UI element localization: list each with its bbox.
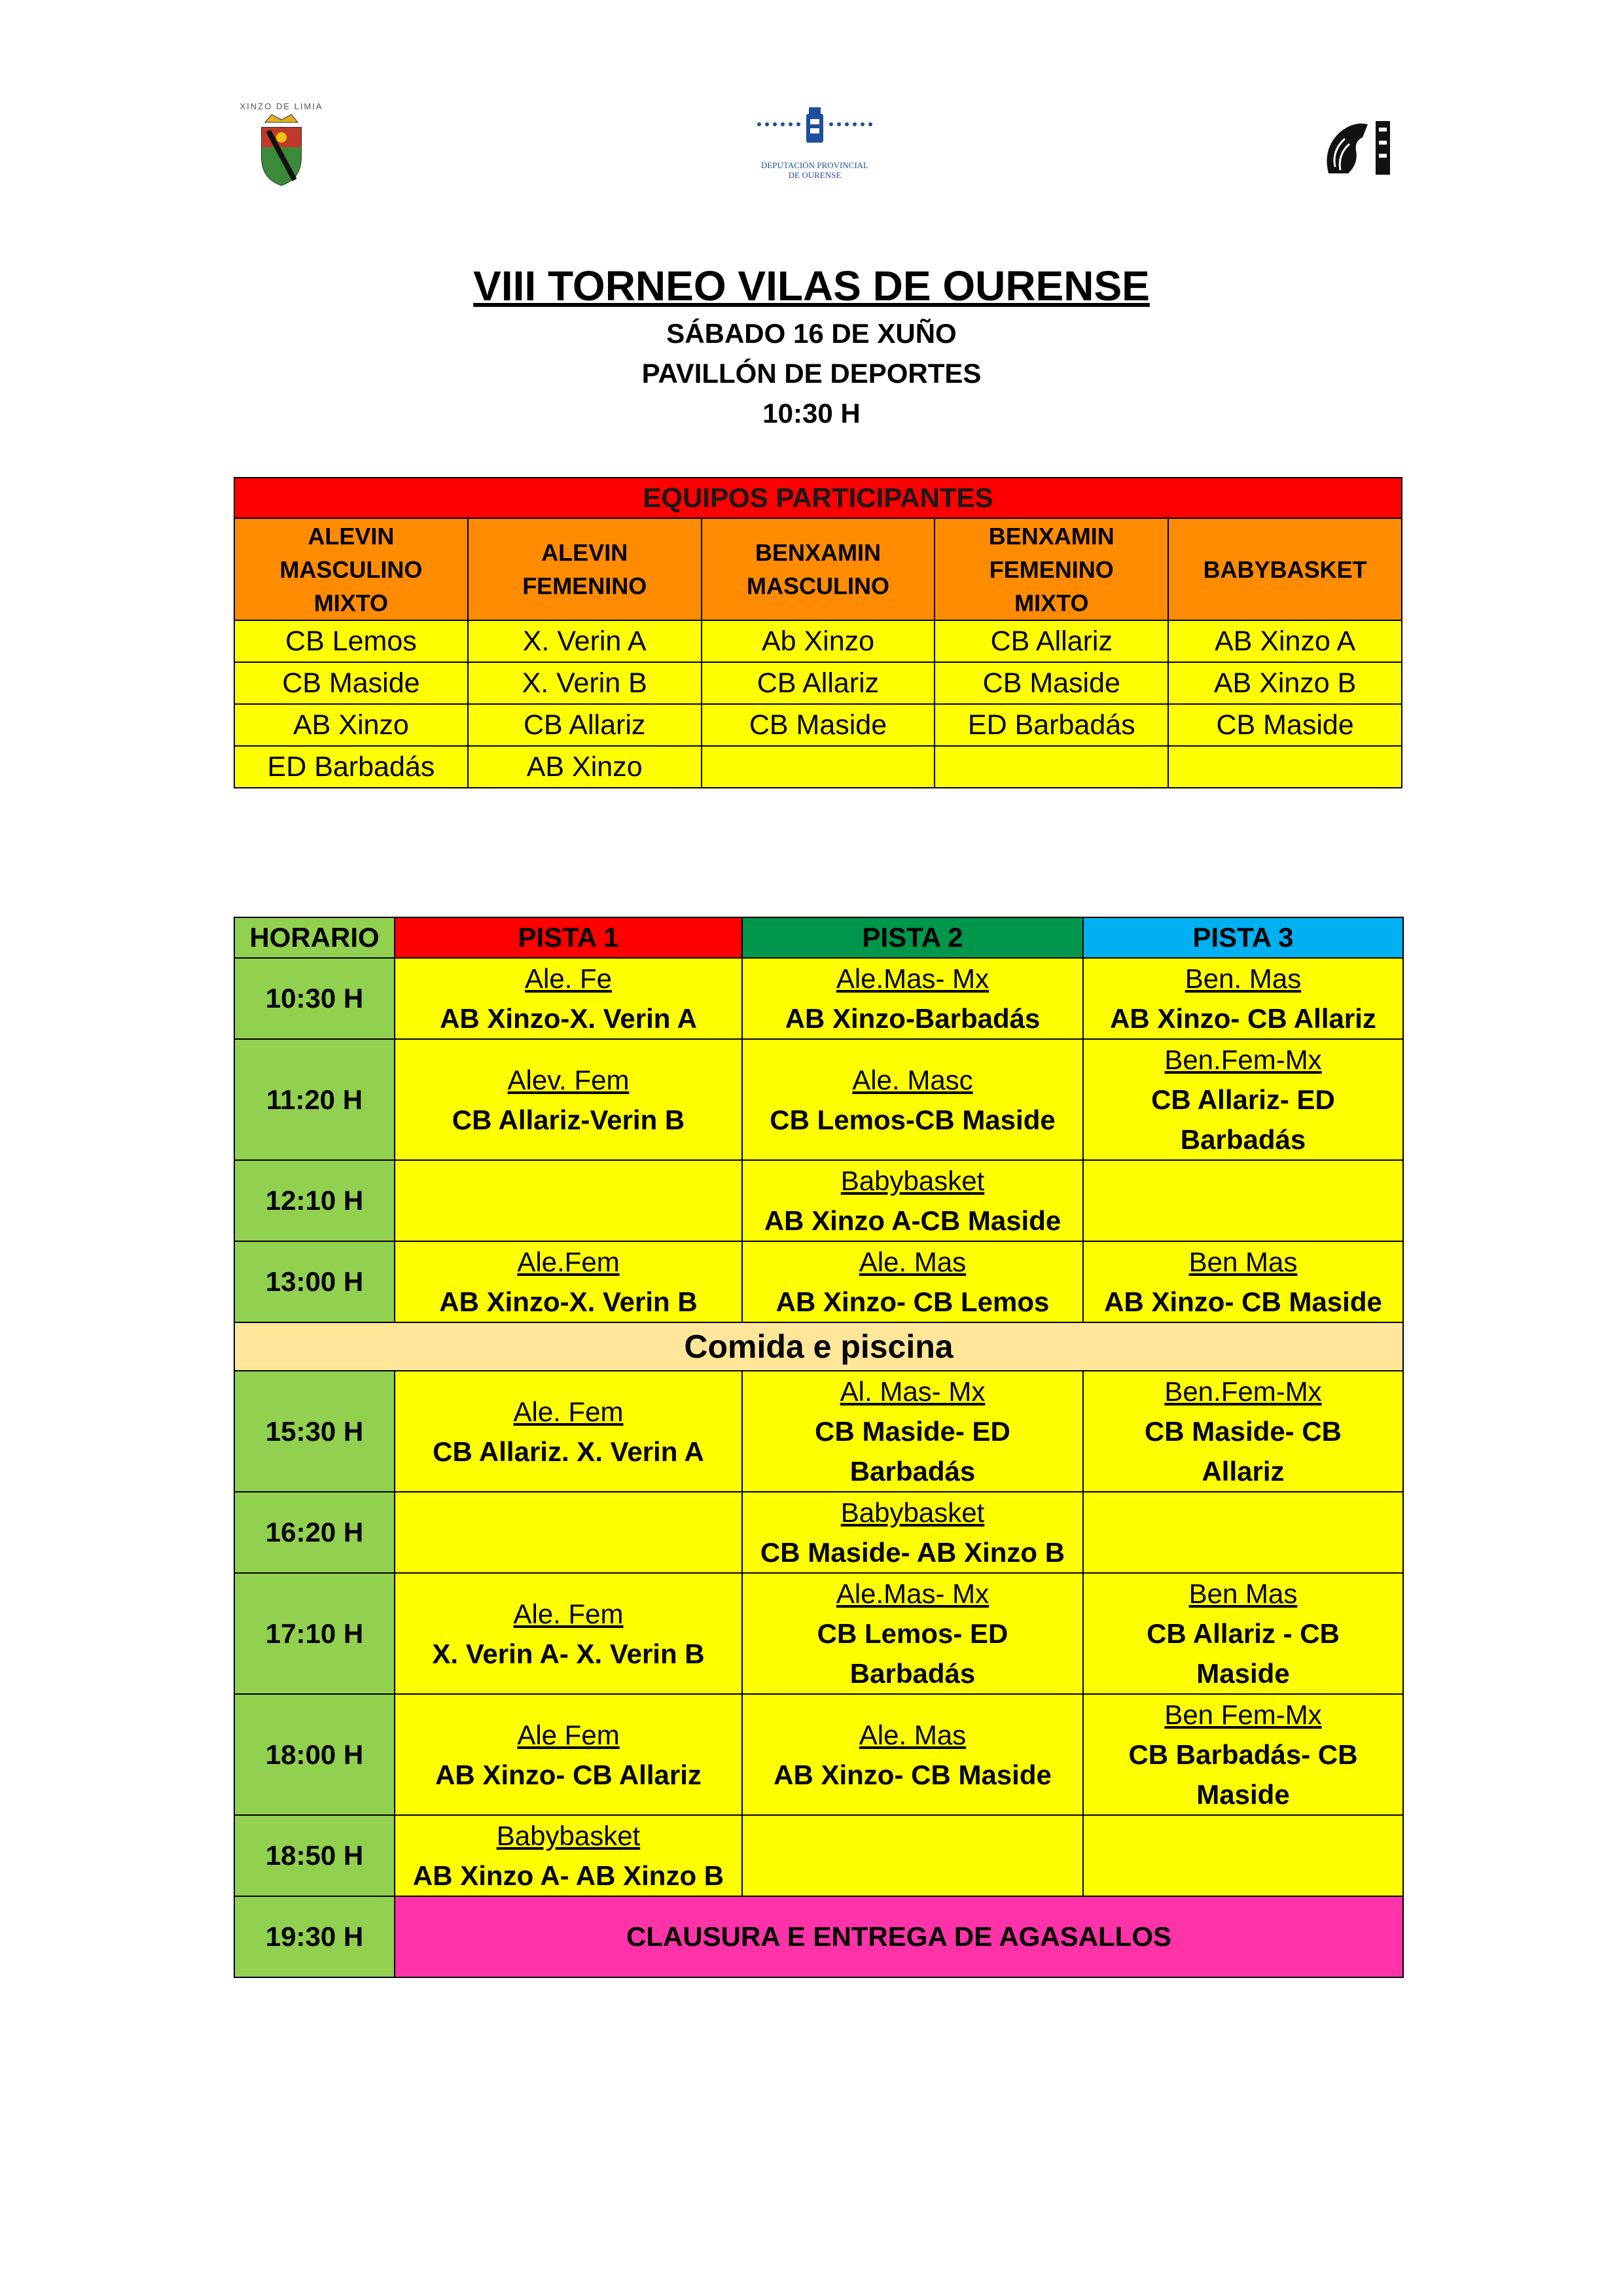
- time-cell: 15:30 H: [234, 1371, 395, 1492]
- match-teams: CB Maside- ED: [815, 1416, 1010, 1447]
- match-teams: CB Allariz. X. Verin A: [433, 1436, 704, 1467]
- event-date: SÁBADO 16 DE XUÑO: [666, 318, 957, 349]
- match-slot: [395, 1694, 742, 1815]
- match-slot: [742, 1241, 1083, 1322]
- category-header-line: FEMENINO: [989, 556, 1114, 583]
- xinzo-logo-caption: XINZO DE LIMIA: [240, 101, 323, 111]
- match-teams: AB Xinzo- CB Maside: [1104, 1286, 1382, 1317]
- match-category: Ale.Fem: [517, 1246, 620, 1277]
- match-teams: CB Barbadás- CB: [1128, 1739, 1358, 1770]
- pista-2-header: PISTA 2: [742, 917, 1083, 958]
- xinzo-de-limia-logo: [239, 101, 324, 193]
- time-cell: 18:00 H: [234, 1694, 395, 1815]
- match-category: Ale.Mas- Mx: [836, 1578, 990, 1609]
- match-teams: Barbadás: [1180, 1124, 1306, 1155]
- match-teams: Barbadás: [849, 1456, 976, 1487]
- match-slot: [742, 1573, 1083, 1694]
- time-cell: 12:10 H: [234, 1160, 395, 1241]
- match-teams: AB Xinzo- CB Allariz: [435, 1759, 702, 1790]
- team-cell: CB Maside: [702, 704, 935, 746]
- club-logo: [1315, 111, 1400, 183]
- match-slot: [742, 1039, 1083, 1160]
- match-slot: [395, 1573, 742, 1694]
- match-teams: Allariz: [1202, 1456, 1285, 1487]
- match-teams: AB Xinzo-X. Verin A: [440, 1003, 697, 1034]
- schedule-row: [234, 1371, 1403, 1492]
- time-cell: 10:30 H: [234, 958, 395, 1039]
- team-cell: X. Verin A: [468, 620, 702, 662]
- match-slot: [742, 1815, 1083, 1896]
- match-slot: [1083, 1492, 1403, 1573]
- horario-header: HORARIO: [234, 917, 395, 958]
- match-slot: [395, 958, 742, 1039]
- time-cell: 13:00 H: [234, 1241, 395, 1322]
- team-cell: CB Allariz: [468, 704, 702, 746]
- schedule-header-row: [234, 917, 1403, 958]
- event-venue: PAVILLÓN DE DEPORTES: [641, 358, 982, 389]
- team-cell: ED Barbadás: [234, 746, 468, 788]
- match-slot: [1083, 1160, 1403, 1241]
- schedule-row: [234, 1896, 1403, 1977]
- team-row: [234, 746, 1402, 788]
- deputacion-ourense-logo: [753, 105, 877, 183]
- match-slot: [1083, 1573, 1403, 1694]
- match-teams: Maside: [1196, 1779, 1290, 1810]
- deputacion-caption-1: DEPUTACIÓN PROVINCIAL: [761, 160, 868, 170]
- participating-teams-table: [234, 477, 1402, 788]
- team-row: [234, 662, 1402, 704]
- team-cell: ED Barbadás: [935, 704, 1168, 746]
- match-category: Ale. Fem: [513, 1598, 624, 1629]
- category-header: [468, 518, 702, 620]
- time-cell: 19:30 H: [234, 1896, 395, 1977]
- match-category: Al. Mas- Mx: [840, 1376, 986, 1407]
- match-category: Babybasket: [496, 1820, 641, 1851]
- team-cell: CB Allariz: [702, 662, 935, 704]
- team-cell: X. Verin B: [468, 662, 702, 704]
- match-category: Babybasket: [840, 1497, 985, 1528]
- match-teams: AB Xinzo- CB Lemos: [776, 1286, 1050, 1317]
- schedule-row: [234, 1241, 1403, 1322]
- team-row: [234, 620, 1402, 662]
- category-header: [1168, 518, 1402, 620]
- schedule-row: [234, 1039, 1403, 1160]
- team-cell: [702, 746, 935, 788]
- match-teams: X. Verin A- X. Verin B: [432, 1638, 705, 1669]
- match-teams: CB Maside- CB: [1144, 1416, 1342, 1447]
- team-cell: CB Allariz: [935, 620, 1168, 662]
- match-teams: CB Allariz- ED: [1151, 1084, 1335, 1115]
- lunch-break-row: [234, 1322, 1403, 1371]
- time-cell: 16:20 H: [234, 1492, 395, 1573]
- match-slot: [742, 1694, 1083, 1815]
- category-header-line: MASCULINO: [746, 573, 889, 599]
- category-header: [702, 518, 935, 620]
- match-slot: [742, 1492, 1083, 1573]
- match-slot: [1083, 1694, 1403, 1815]
- event-title: VIII TORNEO VILAS DE OURENSE: [473, 262, 1150, 309]
- pista-1-header: PISTA 1: [395, 917, 742, 958]
- category-header: [935, 518, 1168, 620]
- category-header: [234, 518, 468, 620]
- category-header-line: ALEVIN: [308, 522, 395, 550]
- match-category: Ale. Fe: [524, 963, 613, 994]
- time-cell: 17:10 H: [234, 1573, 395, 1694]
- match-slot: [1083, 1371, 1403, 1492]
- match-teams: AB Xinzo-X. Verin B: [439, 1286, 698, 1317]
- pista-3-header: PISTA 3: [1083, 917, 1403, 958]
- team-cell: [935, 746, 1168, 788]
- closing-ceremony: CLAUSURA E ENTREGA DE AGASALLOS: [395, 1896, 1403, 1977]
- match-slot: [395, 1371, 742, 1492]
- match-category: Ale. Mas: [859, 1246, 967, 1277]
- category-header-line: MIXTO: [1014, 589, 1089, 616]
- match-slot: [1083, 1815, 1403, 1896]
- event-time: 10:30 H: [762, 398, 861, 429]
- deputacion-caption-2: DE OURENSE: [788, 170, 842, 180]
- match-category: Ben. Mas: [1185, 963, 1302, 994]
- schedule-row: [234, 1160, 1403, 1241]
- time-cell: 11:20 H: [234, 1039, 395, 1160]
- match-category: Ale. Masc: [852, 1064, 973, 1095]
- team-cell: Ab Xinzo: [702, 620, 935, 662]
- match-teams: AB Xinzo-Barbadás: [785, 1003, 1041, 1034]
- match-teams: CB Allariz-Verin B: [452, 1104, 685, 1135]
- schedule-row: [234, 1815, 1403, 1896]
- category-header-line: BENXAMIN: [988, 522, 1115, 550]
- schedule-row: [234, 1694, 1403, 1815]
- match-teams: Barbadás: [849, 1658, 976, 1689]
- horse-head-icon: [1315, 111, 1400, 183]
- teams-title: EQUIPOS PARTICIPANTES: [234, 478, 1402, 518]
- schedule-row: [234, 1492, 1403, 1573]
- team-cell: CB Maside: [234, 662, 468, 704]
- match-slot: [1083, 958, 1403, 1039]
- team-cell: CB Lemos: [234, 620, 468, 662]
- event-header: [0, 258, 1623, 433]
- team-cell: AB Xinzo B: [1168, 662, 1402, 704]
- category-header-line: BENXAMIN: [755, 539, 881, 566]
- match-slot: [742, 1160, 1083, 1241]
- category-header-line: ALEVIN: [541, 539, 628, 566]
- match-category: Babybasket: [840, 1165, 985, 1196]
- schedule-row: [234, 958, 1403, 1039]
- match-slot: [1083, 1039, 1403, 1160]
- team-cell: AB Xinzo A: [1168, 620, 1402, 662]
- team-cell: AB Xinzo: [234, 704, 468, 746]
- match-category: Ben.Fem-Mx: [1164, 1376, 1322, 1407]
- match-category: Ale. Fem: [513, 1396, 624, 1427]
- category-header-line: BABYBASKET: [1203, 556, 1367, 583]
- schedule-table: [234, 917, 1404, 1978]
- time-cell: 18:50 H: [234, 1815, 395, 1896]
- category-header-row: [234, 518, 1402, 620]
- match-teams: CB Lemos- ED: [817, 1618, 1008, 1649]
- match-category: Ben Mas: [1188, 1246, 1298, 1277]
- match-teams: CB Lemos-CB Maside: [770, 1104, 1056, 1135]
- team-cell: AB Xinzo: [468, 746, 702, 788]
- match-slot: [395, 1160, 742, 1241]
- match-category: Ben Fem-Mx: [1164, 1699, 1322, 1730]
- team-row: [234, 704, 1402, 746]
- match-teams: AB Xinzo- CB Allariz: [1110, 1003, 1376, 1034]
- match-slot: [742, 958, 1083, 1039]
- match-slot: [395, 1241, 742, 1322]
- match-category: Ben.Fem-Mx: [1164, 1044, 1322, 1075]
- deputacion-emblem-icon: [753, 105, 877, 157]
- match-slot: [1083, 1241, 1403, 1322]
- lunch-break: Comida e piscina: [234, 1322, 1403, 1371]
- match-teams: AB Xinzo- CB Maside: [774, 1759, 1052, 1790]
- teams-title-row: [234, 478, 1402, 518]
- match-slot: [395, 1815, 742, 1896]
- category-header-line: MASCULINO: [279, 556, 423, 583]
- team-cell: CB Maside: [935, 662, 1168, 704]
- match-category: Alev. Fem: [507, 1064, 630, 1095]
- match-teams: Maside: [1196, 1658, 1290, 1689]
- match-slot: [742, 1371, 1083, 1492]
- match-category: Ale Fem: [517, 1719, 620, 1750]
- match-slot: [395, 1039, 742, 1160]
- match-category: Ale. Mas: [859, 1719, 967, 1750]
- category-header-line: MIXTO: [313, 589, 389, 616]
- coat-of-arms-icon: [239, 101, 324, 193]
- category-header-line: FEMENINO: [522, 573, 647, 599]
- match-teams: CB Maside- AB Xinzo B: [760, 1537, 1065, 1568]
- match-teams: CB Allariz - CB: [1147, 1618, 1340, 1649]
- team-cell: [1168, 746, 1402, 788]
- match-teams: AB Xinzo A- AB Xinzo B: [412, 1860, 724, 1891]
- match-teams: AB Xinzo A-CB Maside: [764, 1205, 1061, 1236]
- schedule-row: [234, 1573, 1403, 1694]
- match-category: Ben Mas: [1188, 1578, 1298, 1609]
- match-category: Ale.Mas- Mx: [836, 963, 990, 994]
- team-cell: CB Maside: [1168, 704, 1402, 746]
- match-slot: [395, 1492, 742, 1573]
